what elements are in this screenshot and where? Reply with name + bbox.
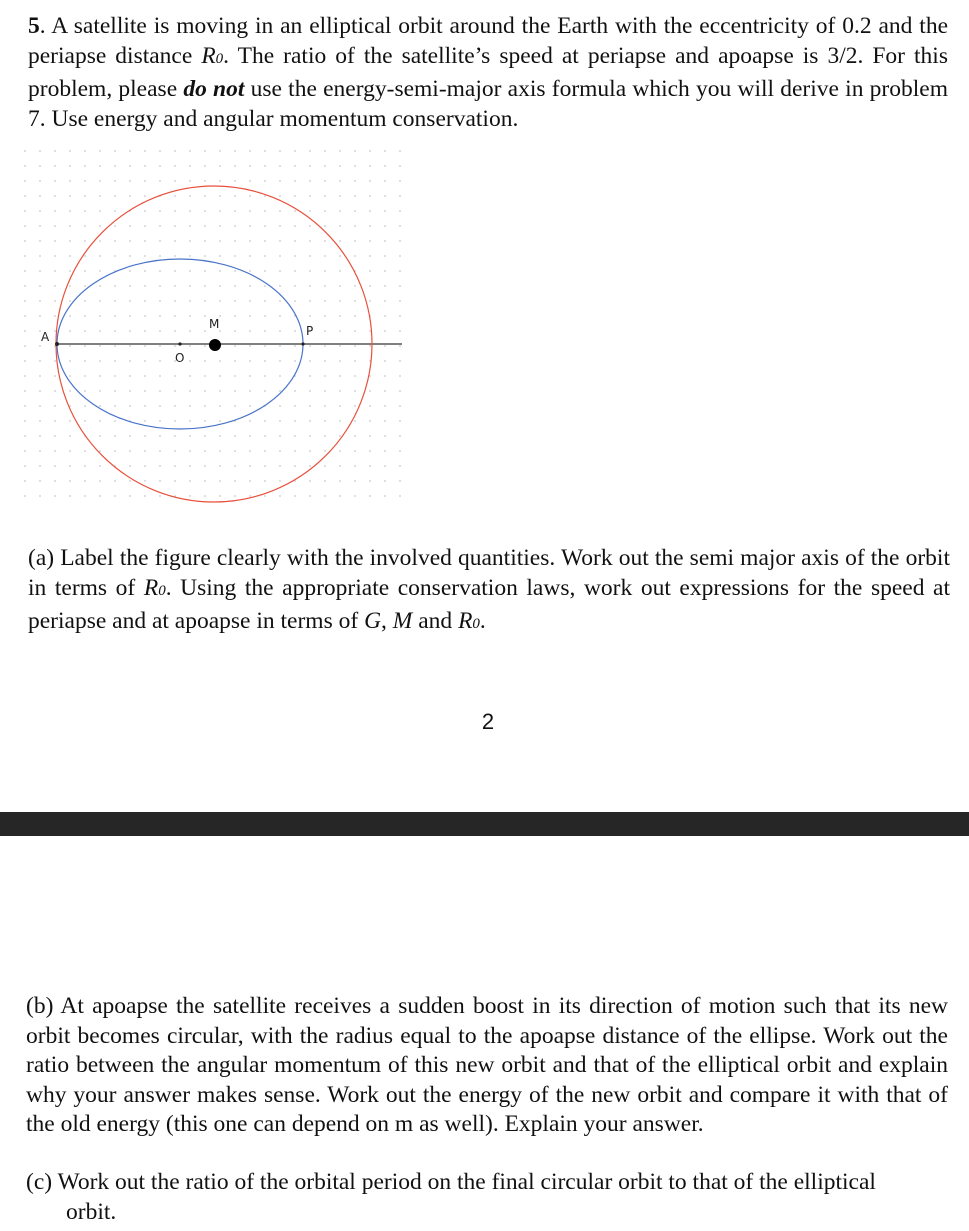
apoapse-point xyxy=(55,342,59,346)
part-c-text-1: (c) Work out the ratio of the orbital period on the final circular orbit to that of the elliptical xyxy=(26,1169,876,1195)
part-a-and: and xyxy=(412,608,459,634)
part-a-separator: , xyxy=(381,608,393,634)
part-a-r0-subscript-2: 0 xyxy=(472,616,480,632)
page-number: 2 xyxy=(481,709,495,734)
part-a-m-symbol: M xyxy=(392,608,413,634)
orbit-figure xyxy=(22,148,407,508)
problem-text-3: use the energy-semi-major axis formula which you will derive in problem 7. Use energy and angular momentum conservation. xyxy=(28,76,948,132)
problem-statement xyxy=(28,11,948,134)
part-a-text-1: (a) Label the figure clearly with the involved quantities. Work out the semi major axis of the orbit in terms of xyxy=(28,545,950,601)
r0-subscript: 0 xyxy=(215,51,224,67)
problem-text-2: . The ratio of the satellite’s speed at periapse and apoapse is 3/2. For this problem, please xyxy=(28,43,948,102)
problem-text-1: . A satellite is moving in an elliptical orbit around the Earth with the eccentricity of 0.2 and the periapse distance xyxy=(28,13,948,69)
part-a-end: . xyxy=(479,608,486,634)
part-c-question xyxy=(26,1168,948,1227)
problem-number: 5 xyxy=(28,13,40,39)
part-a-r0-subscript: 0 xyxy=(158,583,166,599)
label-center: O xyxy=(175,351,185,365)
r0-symbol: R xyxy=(201,43,216,69)
problem-emphasis: do not xyxy=(183,76,245,102)
periapse-point xyxy=(301,342,304,345)
label-mass: M xyxy=(209,317,220,331)
page-break-bar xyxy=(0,812,969,836)
part-a-r0-symbol-2: R xyxy=(458,608,473,634)
part-a-question xyxy=(28,543,950,639)
part-a-r0-symbol: R xyxy=(143,575,159,601)
label-periapse: P xyxy=(306,324,314,338)
part-a-text-2: . Using the appropriate conservation laws, work out expressions for the speed at periapse and at apoapse in terms of xyxy=(28,575,950,634)
earth-mass-dot xyxy=(209,339,221,351)
label-apoapse: A xyxy=(41,330,50,344)
part-a-g-symbol: G xyxy=(364,608,382,634)
part-c-text-2: orbit. xyxy=(66,1198,117,1225)
part-b-question: (b) At apoapse the satellite receives a sudden boost in its direction of motion such that its new orbit becomes circular, with the radius equal to the apoapse distance of the ellipse. Work out the ratio between the angular momentum of this new orbit and that of the elliptical orbit and explain why your answer makes sense. Work out the energy of the new orbit and compare it with that of the old energy (this one can depend on m as well). Explain your answer. xyxy=(26,993,948,1137)
center-point xyxy=(178,342,181,345)
